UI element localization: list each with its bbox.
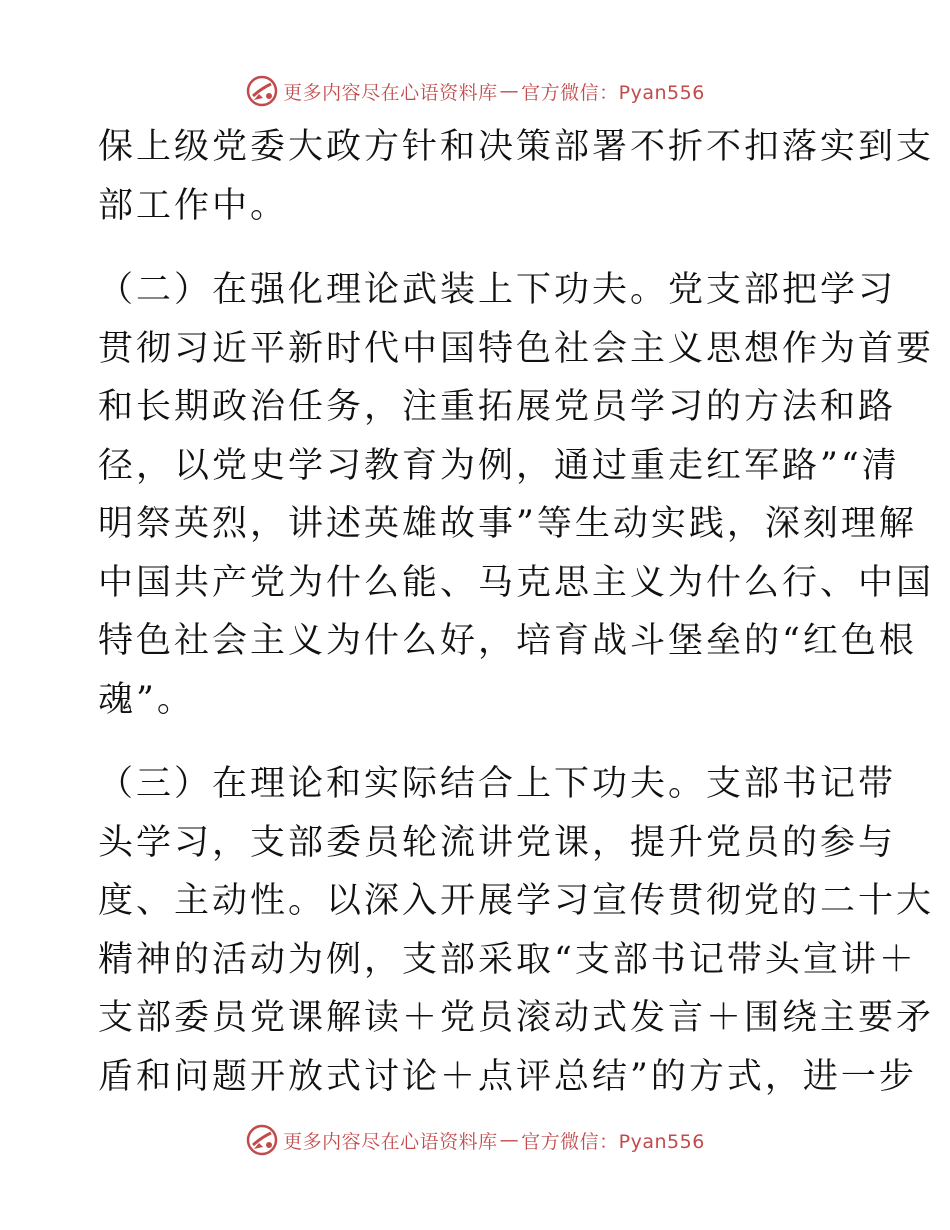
text-line: 径，以党史学习教育为例，通过重走红军路”“清 xyxy=(98,445,900,486)
book-pen-logo-icon xyxy=(245,74,279,108)
paragraph xyxy=(98,261,935,729)
watermark-wechat: 官方微信：Pyan556 xyxy=(521,1130,705,1153)
text-line: 度、主动性。以深入开展学习宣传贯彻党的二十大 xyxy=(98,881,935,921)
text-line: 盾和问题开放式讨论＋点评总结”的方式，进一步 xyxy=(98,1056,917,1097)
text-line: 特色社会主义为什么好，培育战斗堡垒的“红色根 xyxy=(98,621,917,661)
text-line: 和长期政治任务，注重拓展党员学习的方法和路 xyxy=(98,387,897,427)
text-line: （二）在强化理论武装上下功夫。党支部把学习 xyxy=(98,270,897,310)
watermark-wechat: 官方微信：Pyan556 xyxy=(521,81,705,104)
text-line: 支部委员党课解读＋党员滚动式发言＋围绕主要矛 xyxy=(98,998,935,1038)
text-line: 精神的活动为例，支部采取“支部书记带头宣讲＋ xyxy=(98,939,917,980)
text-line: 明祭英烈，讲述英雄故事”等生动实践，深刻理解 xyxy=(98,504,917,544)
watermark-separator: — xyxy=(499,1129,520,1151)
text-line: 魂”。 xyxy=(98,679,195,720)
paragraph xyxy=(98,118,935,235)
book-pen-logo-icon xyxy=(245,1123,279,1157)
watermark-text: 更多内容尽在心语资料库 xyxy=(283,1130,498,1153)
watermark-text: 更多内容尽在心语资料库 xyxy=(283,81,498,104)
watermark-footer xyxy=(0,1120,950,1160)
text-line: 头学习，支部委员轮流讲党课，提升党员的参与 xyxy=(98,822,897,863)
watermark-header xyxy=(0,71,950,111)
text-line: 保上级党委大政方针和决策部署不折不扣落实到支 xyxy=(98,127,935,167)
text-line: 中国共产党为什么能、马克思主义为什么行、中国 xyxy=(98,562,935,603)
paragraph xyxy=(98,755,935,1106)
text-line: （三）在理论和实际结合上下功夫。支部书记带 xyxy=(98,764,897,804)
watermark-separator: — xyxy=(499,80,520,102)
document-body xyxy=(98,118,935,1106)
text-line: 部工作中。 xyxy=(98,185,289,226)
text-line: 贯彻习近平新时代中国特色社会主义思想作为首要 xyxy=(98,328,935,369)
